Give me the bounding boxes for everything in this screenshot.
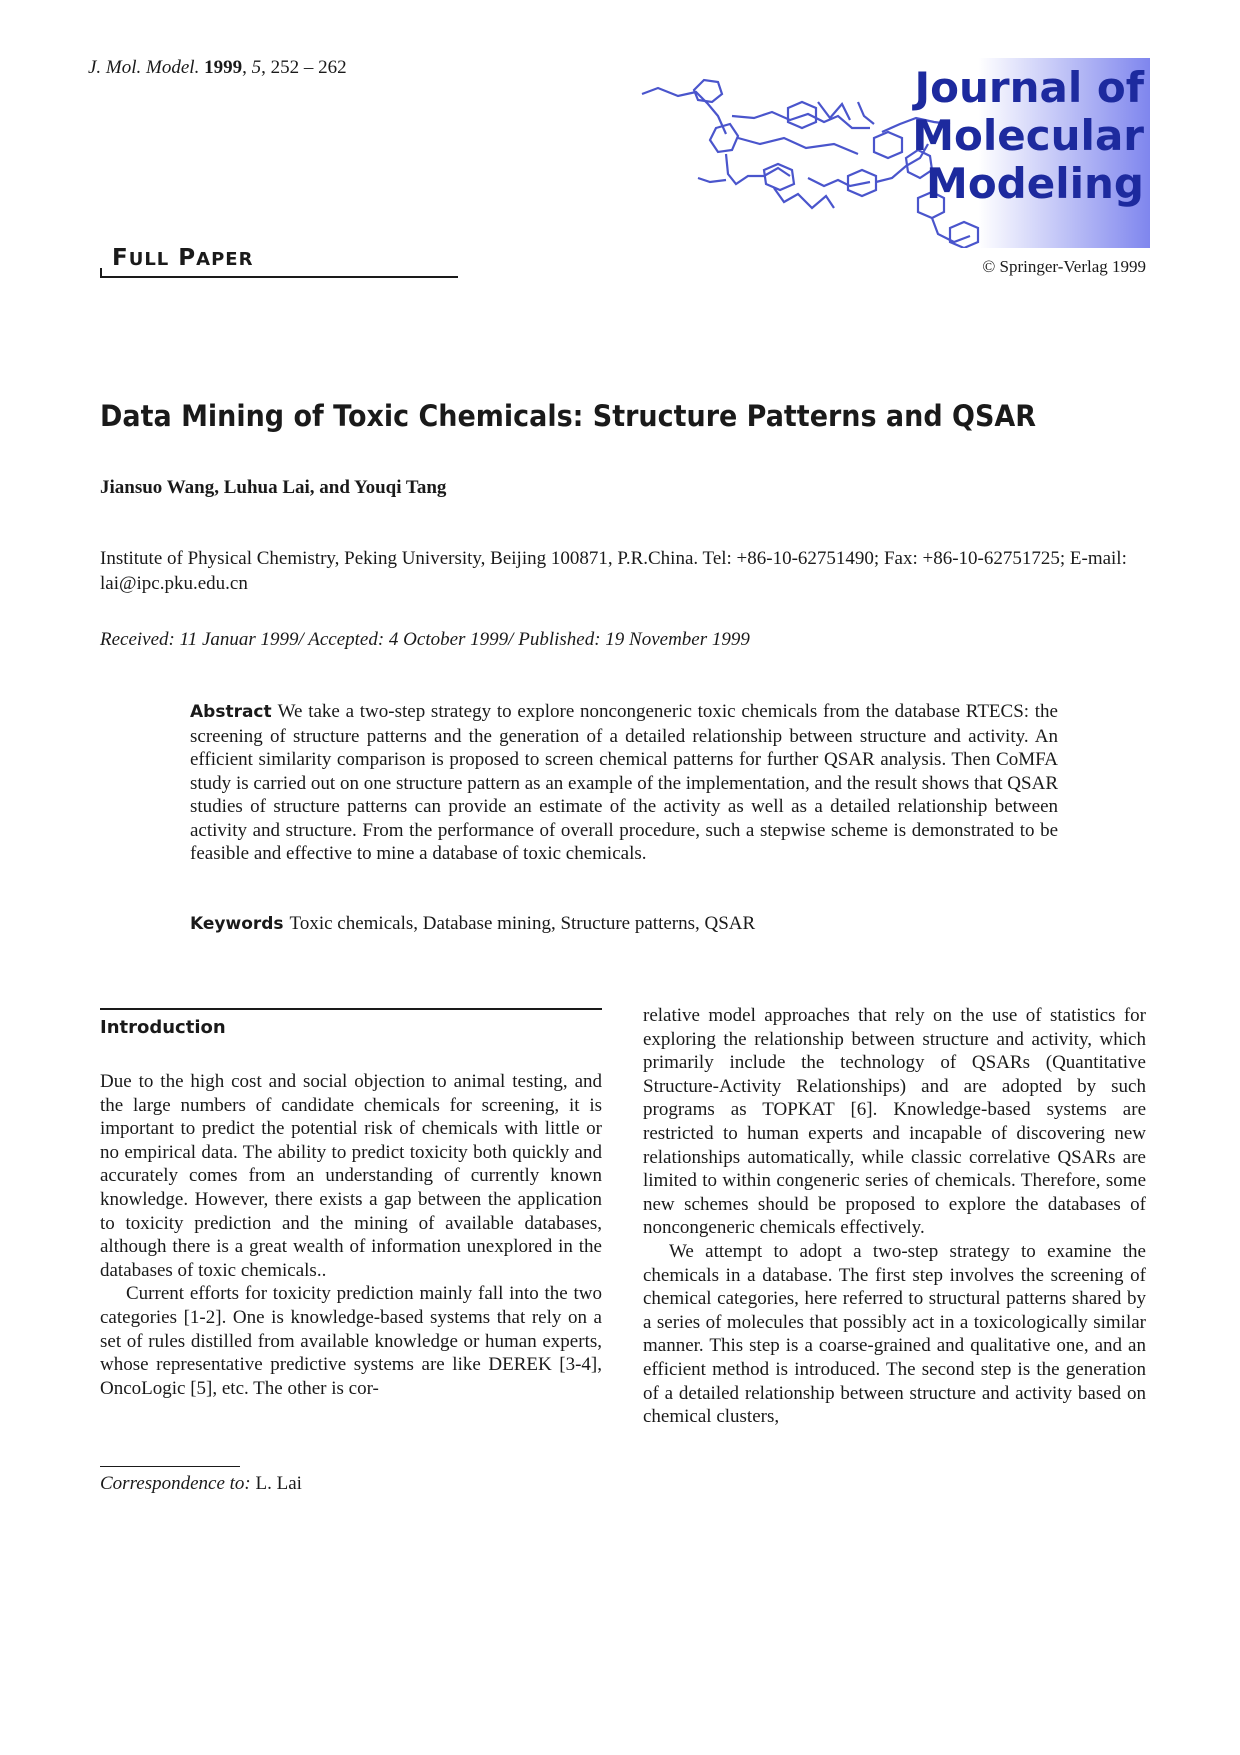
footnote-rule bbox=[100, 1466, 240, 1467]
article-authors: Jiansuo Wang, Luhua Lai, and Youqi Tang bbox=[100, 477, 447, 498]
paragraph: Current efforts for toxicity prediction mainly fall into the two categories [1-2]. One is knowledge-based systems that rely on a set of rules distilled from available knowledge or human experts, whose representative predictive systems are like DEREK [3-4], OncoLogic [5], etc. The other is cor- bbox=[100, 1283, 602, 1399]
keywords-text: Toxic chemicals, Database mining, Structure patterns, QSAR bbox=[289, 913, 756, 934]
journal-logo bbox=[638, 58, 1150, 248]
section-rule bbox=[100, 276, 458, 278]
paragraph: relative model approaches that rely on the use of statistics for exploring the relationship between structure and activity, which primarily include the technology of QSARs (Quantitative Structure-Activity Relationships) and are adopted by such programs as TOPKAT [6]. Knowledge-based systems are restricted to human experts and incapable of discovering new relationships automatically, while classic correlative QSARs are limited to within congeneric series of chemicals. Therefore, some new schemes should be proposed to explore the databases of noncongeneric chemicals effectively. bbox=[643, 1005, 1146, 1239]
introduction-rule bbox=[100, 1008, 602, 1010]
journal-citation: J. Mol. Model. 1999, 5, 252 – 262 bbox=[88, 57, 347, 78]
article-title: Data Mining of Toxic Chemicals: Structure Patterns and QSAR bbox=[100, 399, 1037, 433]
copyright-notice: © Springer-Verlag 1999 bbox=[982, 257, 1146, 276]
abstract bbox=[190, 700, 1058, 866]
correspondence-label: Correspondence to: bbox=[100, 1473, 251, 1494]
correspondence-name: L. Lai bbox=[255, 1473, 302, 1494]
keywords-label: Keywords bbox=[190, 914, 284, 934]
right-column bbox=[643, 1004, 1146, 1429]
abstract-label: Abstract bbox=[190, 702, 272, 722]
left-column bbox=[100, 1070, 602, 1400]
correspondence-footnote bbox=[100, 1472, 302, 1496]
abstract-text: We take a two-step strategy to explore noncongeneric toxic chemicals from the database RTECS: the screening of structure patterns and the generation of a detailed relationship between structure and activity. An efficient similarity comparison is proposed to screen chemical patterns for further QSAR analysis. Then CoMFA study is carried out on one structure pattern as an example of the implementation, and the result shows that QSAR studies of structure patterns can provide an estimate of the activity as well as a detailed relationship between activity and structure. From the performance of overall procedure, such a stepwise scheme is demonstrated to be feasible and effective to mine a database of toxic chemicals. bbox=[190, 701, 1058, 864]
section-type-label: FULL PAPER bbox=[112, 245, 254, 271]
article-affiliation: Institute of Physical Chemistry, Peking University, Beijing 100871, P.R.China. Tel: +86-10-62751490; Fax: +86-10-62751725; E-mail: lai@ipc.pku.edu.cn bbox=[100, 548, 1127, 594]
article-dates: Received: 11 Januar 1999/ Accepted: 4 October 1999/ Published: 19 November 1999 bbox=[100, 629, 750, 650]
logo-line-3: Modeling bbox=[926, 159, 1144, 208]
paragraph: Due to the high cost and social objection to animal testing, and the large numbers of candidate chemicals for screening, it is important to predict the potential risk of chemicals with little or no empirical data. The ability to predict toxicity both quickly and accurately comes from an understanding of currently known knowledge. However, there exists a gap between the application to toxicity prediction and the mining of available databases, although there is a great wealth of information unexplored in the databases of toxic chemicals.. bbox=[100, 1071, 602, 1281]
keywords bbox=[190, 912, 1058, 936]
logo-line-2: Molecular bbox=[912, 111, 1144, 160]
paragraph: We attempt to adopt a two-step strategy to examine the chemicals in a database. The first step involves the screening of chemical categories, here referred to structural patterns shared by a series of molecules that possibly act in a toxicologically similar manner. This step is a coarse-grained and qualitative one, and an efficient method is introduced. The second step is the generation of a detailed relationship between structure and activity based on chemical clusters, bbox=[643, 1240, 1146, 1428]
introduction-heading: Introduction bbox=[100, 1017, 226, 1038]
logo-line-1: Journal of bbox=[914, 63, 1144, 112]
